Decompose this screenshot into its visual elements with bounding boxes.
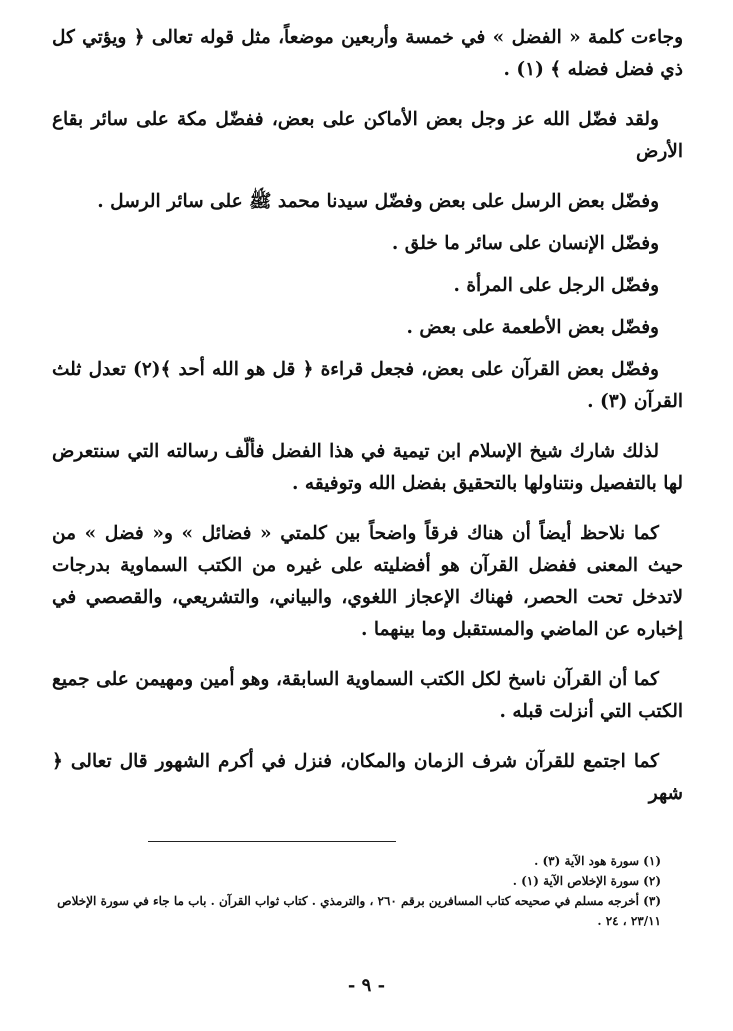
paragraph-human: وفضّل الإنسان على سائر ما خلق . — [391, 233, 659, 254]
paragraph-ibn-taymiyyah: لذلك شارك شيخ الإسلام ابن تيمية في هذا الفضل فألّف رسالته التي سنتعرض لها بالتفصيل ونتناولها بالتحقيق بفضل الله وتوفيقه . — [52, 441, 683, 494]
paragraph-time-place: كما اجتمع للقرآن شرف الزمان والمكان، فنزل في أكرم الشهور قال تعالى ﴿ شهر — [52, 751, 683, 804]
paragraph-abrogation: كما أن القرآن ناسخ لكل الكتب السماوية السابقة، وهو أمين ومهيمن على جميع الكتب التي أنزلت قبله . — [52, 669, 683, 722]
page-number: - ٩ - — [347, 975, 386, 996]
footnote-1: (١) سورة هود الآية (٣) . — [534, 854, 661, 868]
paragraph-places: ولقد فضّل الله عز وجل بعض الأماكن على بعض، ففضّل مكة على سائر بقاع الأرض — [52, 109, 683, 162]
paragraph-fadl-word: وجاءت كلمة « الفضل » في خمسة وأربعين موضعاً، مثل قوله تعالى ﴿ ويؤتي كل ذي فضل فضله ﴾ (١) . — [52, 27, 683, 80]
footnotes — [55, 851, 661, 931]
paragraph-difference: كما نلاحظ أيضاً أن هناك فرقاً واضحاً بين كلمتي « فضائل » و« فضل » من حيث المعنى ففضل القرآن هو أفضليته على غيره من الكتب السماوية بدرجات لاتدخل تحت الحصر، فهناك الإعجاز اللغوي، والبياني، والتشريعي، والقصصي في إخباره عن الماضي والمستقبل وما بينهما . — [52, 523, 683, 640]
footnote-3: (٣) أخرجه مسلم في صحيحه كتاب المسافرين برقم ٢٦٠ ، والترمذي . كتاب ثواب القرآن . باب ما جاء في سورة الإخلاص ٢٣/١١ ، ٢٤ . — [57, 894, 661, 928]
footnote-divider — [148, 841, 396, 842]
paragraph-quran-parts: وفضّل بعض القرآن على بعض، فجعل قراءة ﴿ قل هو الله أحد ﴾(٢) تعدل ثلث القرآن (٣) . — [52, 359, 683, 412]
paragraph-foods: وفضّل بعض الأطعمة على بعض . — [406, 317, 659, 338]
footnote-2: (٢) سورة الإخلاص الآية (١) . — [512, 874, 661, 888]
paragraph-messengers: وفضّل بعض الرسل على بعض وفضّل سيدنا محمد ﷺ على سائر الرسل . — [97, 191, 659, 212]
main-text — [52, 22, 683, 828]
paragraph-man: وفضّل الرجل على المرأة . — [453, 275, 659, 296]
